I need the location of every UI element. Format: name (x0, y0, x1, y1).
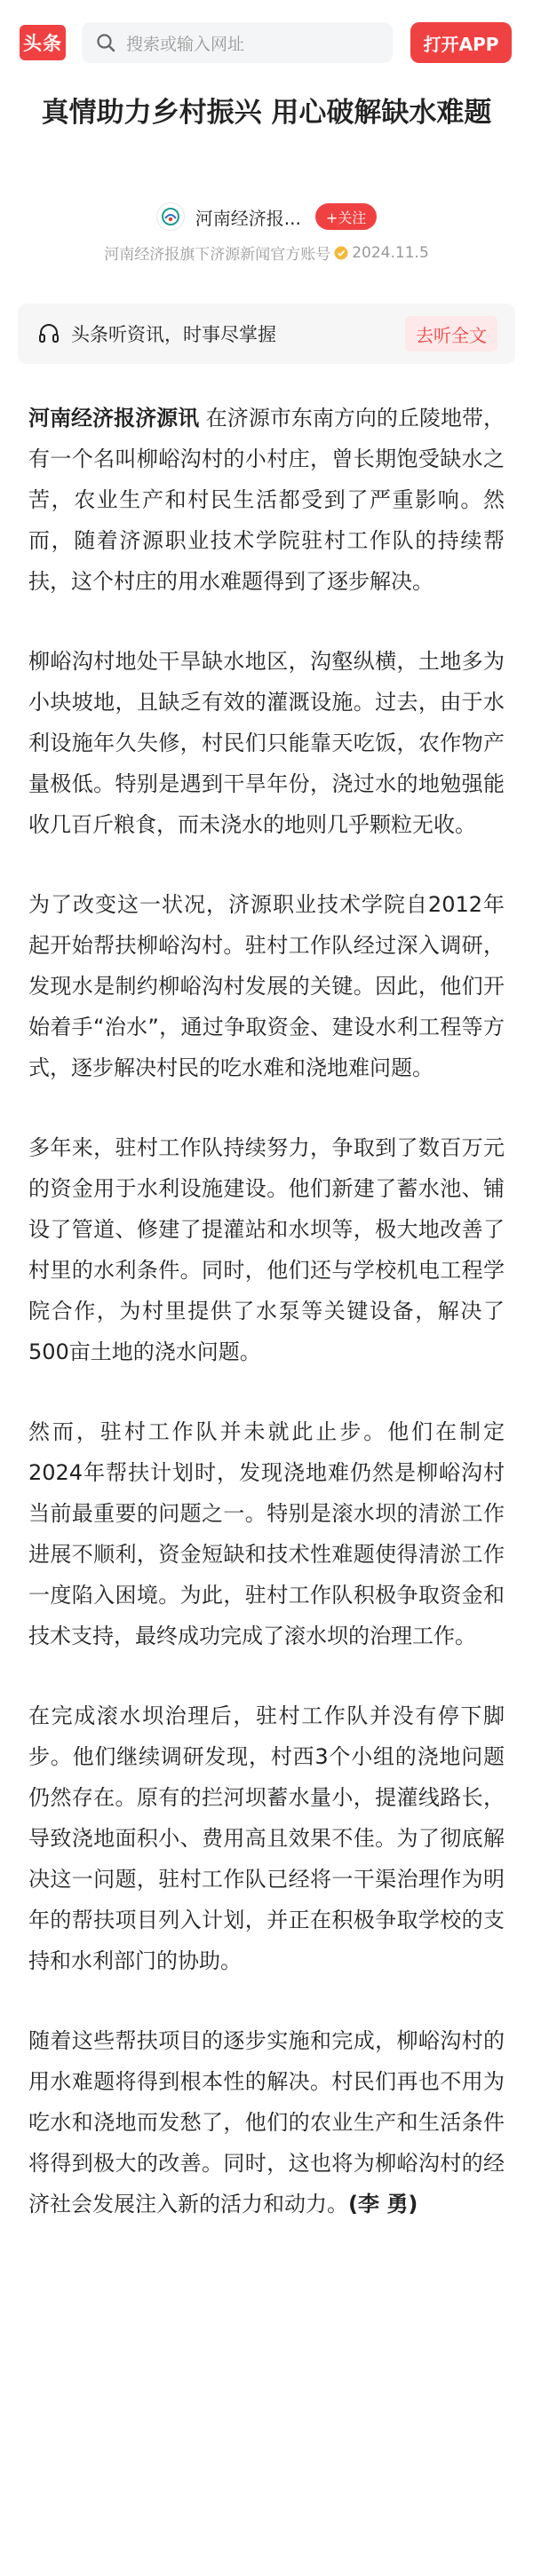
paragraph-text: 为了改变这一状况，济源职业技术学院自2012年起开始帮扶柳峪沟村。驻村工作队经过深入调研，发现水是制约柳峪沟村发展的关键。因此，他们开始着手“治水”，通过争取资金、建设水利工程等方式，逐步解决村民的吃水难和浇地难问题。 (28, 892, 505, 1080)
article-title: 真情助力乡村振兴 用心破解缺水难题 (41, 97, 492, 129)
paragraph-text: 随着这些帮扶项目的逐步实施和完成，柳峪沟村的用水难题将得到根本性的解决。村民们再也不用为吃水和浇地而发愁了，他们的农业生产和生活条件将得到极大的改善。同时，这也将为柳峪沟村的经济社会发展注入新的活力和动力。 (28, 2028, 505, 2216)
paragraph (28, 1695, 505, 1981)
publish-date: 2024.11.5 (352, 243, 429, 262)
article-body (28, 398, 505, 2264)
author-signature: (李 勇) (348, 2192, 418, 2216)
paragraph (28, 1411, 505, 1656)
article-meta (0, 241, 533, 264)
verified-icon (334, 246, 348, 260)
search-bar[interactable] (82, 22, 393, 63)
paragraph-text: 在济源市东南方向的丘陵地带，有一个名叫柳峪沟村的小村庄，曾长期饱受缺水之苦，农业生产和村民生活都受到了严重影响。然而，随着济源职业技术学院驻村工作队的持续帮扶，这个村庄的用水难题得到了逐步解决。 (28, 406, 505, 594)
dateline: 河南经济报济源讯 (28, 406, 200, 431)
open-app-button[interactable]: 打开APP (410, 22, 512, 63)
top-bar (0, 0, 533, 85)
listen-banner[interactable] (18, 304, 515, 364)
search-icon (94, 31, 117, 54)
paragraph-text: 多年来，驻村工作队持续努力，争取到了数百万元的资金用于水利设施建设。他们新建了蓄水池、铺设了管道、修建了提灌站和水坝等，极大地改善了村里的水利条件。同时，他们还与学校机电工程学院合作，为村里提供了水泵等关键设备，解决了500亩土地的浇水问题。 (28, 1135, 505, 1364)
headphones-icon (37, 322, 60, 345)
paragraph (28, 398, 505, 602)
follow-button[interactable]: +关注 (315, 203, 377, 230)
author-name[interactable]: 河南经济报... (195, 207, 301, 229)
author-description: 河南经济报旗下济源新闻官方账号 (104, 246, 331, 264)
paragraph (28, 884, 505, 1088)
paragraph-text: 柳峪沟村地处干旱缺水地区，沟壑纵横，土地多为小块坡地，且缺乏有效的灌溉设施。过去，由于水利设施年久失修，村民们只能靠天吃饭，农作物产量极低。特别是遇到干旱年份，浇过水的地勉强能收几百斤粮食，而未浇水的地则几乎颗粒无收。 (28, 649, 505, 837)
paragraph-text: 在完成滚水坝治理后，驻村工作队并没有停下脚步。他们继续调研发现，村西3个小组的浇地问题仍然存在。原有的拦河坝蓄水量小，提灌线路长，导致浇地面积小、费用高且效果不佳。为了彻底解决这一问题，驻村工作队已经将一干渠治理作为明年的帮扶项目列入计划，并正在积极争取学校的支持和水利部门的协助。 (28, 1703, 505, 1973)
author-avatar[interactable] (156, 202, 185, 231)
search-placeholder: 搜索或输入网址 (126, 34, 245, 54)
paragraph (28, 1127, 505, 1372)
paragraph (28, 641, 505, 845)
toutiao-logo[interactable]: 头条 (20, 25, 66, 60)
paragraph-text: 然而，驻村工作队并未就此止步。他们在制定2024年帮扶计划时，发现浇地难仍然是柳峪沟村当前最重要的问题之一。特别是滚水坝的清淤工作进展不顺利，资金短缺和技术性难题使得清淤工作一度陷入困境。为此，驻村工作队积极争取资金和技术支持，最终成功完成了滚水坝的治理工作。 (28, 1419, 505, 1648)
listen-text: 头条听资讯，时事尽掌握 (71, 324, 276, 345)
author-row (0, 202, 533, 231)
listen-full-button[interactable]: 去听全文 (405, 316, 497, 352)
paragraph (28, 2020, 505, 2224)
